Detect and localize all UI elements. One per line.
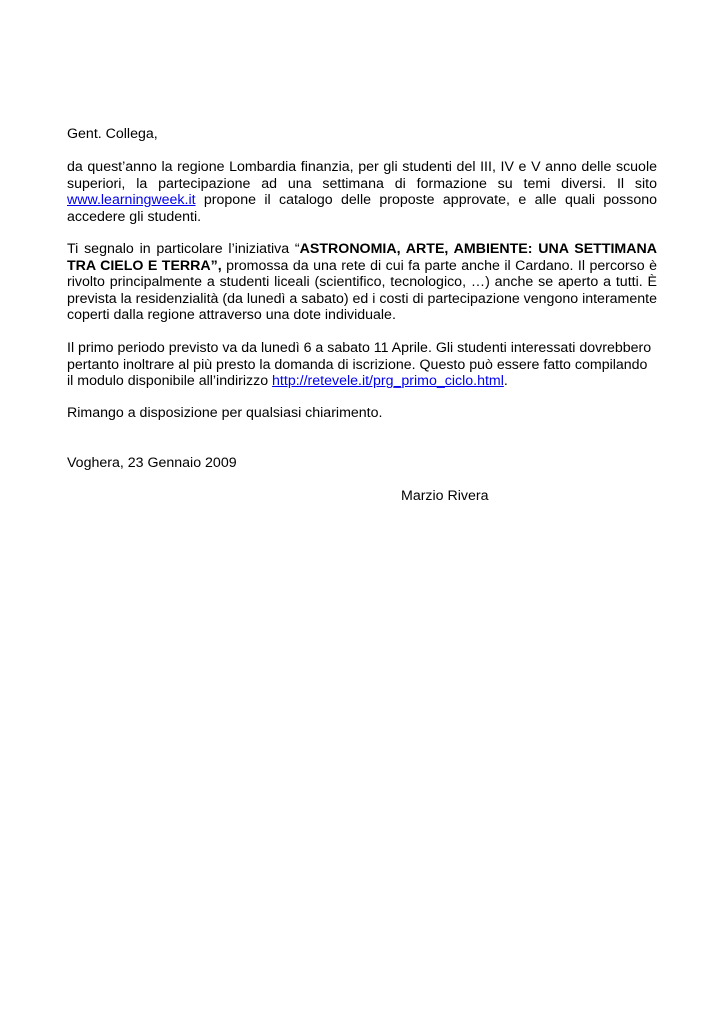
paragraph-schedule <box>67 340 657 390</box>
paragraph-text: da quest’anno la regione Lombardia finanzia, per gli studenti del III, IV e V anno delle scuole superiori, la partecipazione ad una settimana di formazione su temi diversi. Il sito <box>67 159 657 192</box>
paragraph-line <box>67 373 657 390</box>
paragraph-text: promossa da una rete di cui fa parte anche il Cardano. Il percorso è rivolto principalmente a studenti liceali (scientifico, tecnologico, …) anche se aperto a tutti. È prevista la residenzialità (da lunedì a sabato) ed i costi di partecipazione vengono interamente coperti dalla regione attraverso una dote individuale. <box>67 257 657 324</box>
greeting: Gent. Collega, <box>67 126 158 142</box>
paragraph-line: Il primo periodo previsto va da lunedì 6 a sabato 11 Aprile. Gli studenti interessati dovrebbero <box>67 340 652 356</box>
initiative-title: ASTRONOMIA, ARTE, AMBIENTE: UNA SETTIMANA TRA CIELO E TERRA”, <box>67 241 657 274</box>
paragraph-text: . <box>503 373 508 390</box>
paragraph-text: Ti segnalo in particolare l’iniziativa “ <box>67 241 300 257</box>
paragraph-text: il modulo disponibile all’indirizzo <box>67 373 273 390</box>
closing-remark: Rimango a disposizione per qualsiasi chiarimento. <box>67 405 383 421</box>
paragraph-line: pertanto inoltrare al più presto la domanda di iscrizione. Questo può essere fatto compilando <box>67 356 648 373</box>
signature-name: Marzio Rivera <box>401 488 489 504</box>
paragraph-initiative <box>67 241 657 324</box>
learningweek-link[interactable]: www.learningweek.it <box>67 192 196 209</box>
place-and-date: Voghera, 23 Gennaio 2009 <box>67 455 237 471</box>
paragraph-text: propone il catalogo delle proposte approvate, e alle quali possono accedere gli studenti. <box>67 192 657 225</box>
registration-form-link[interactable]: http://retevele.it/prg_primo_ciclo.html <box>272 373 504 390</box>
paragraph-regional-funding <box>67 159 657 225</box>
